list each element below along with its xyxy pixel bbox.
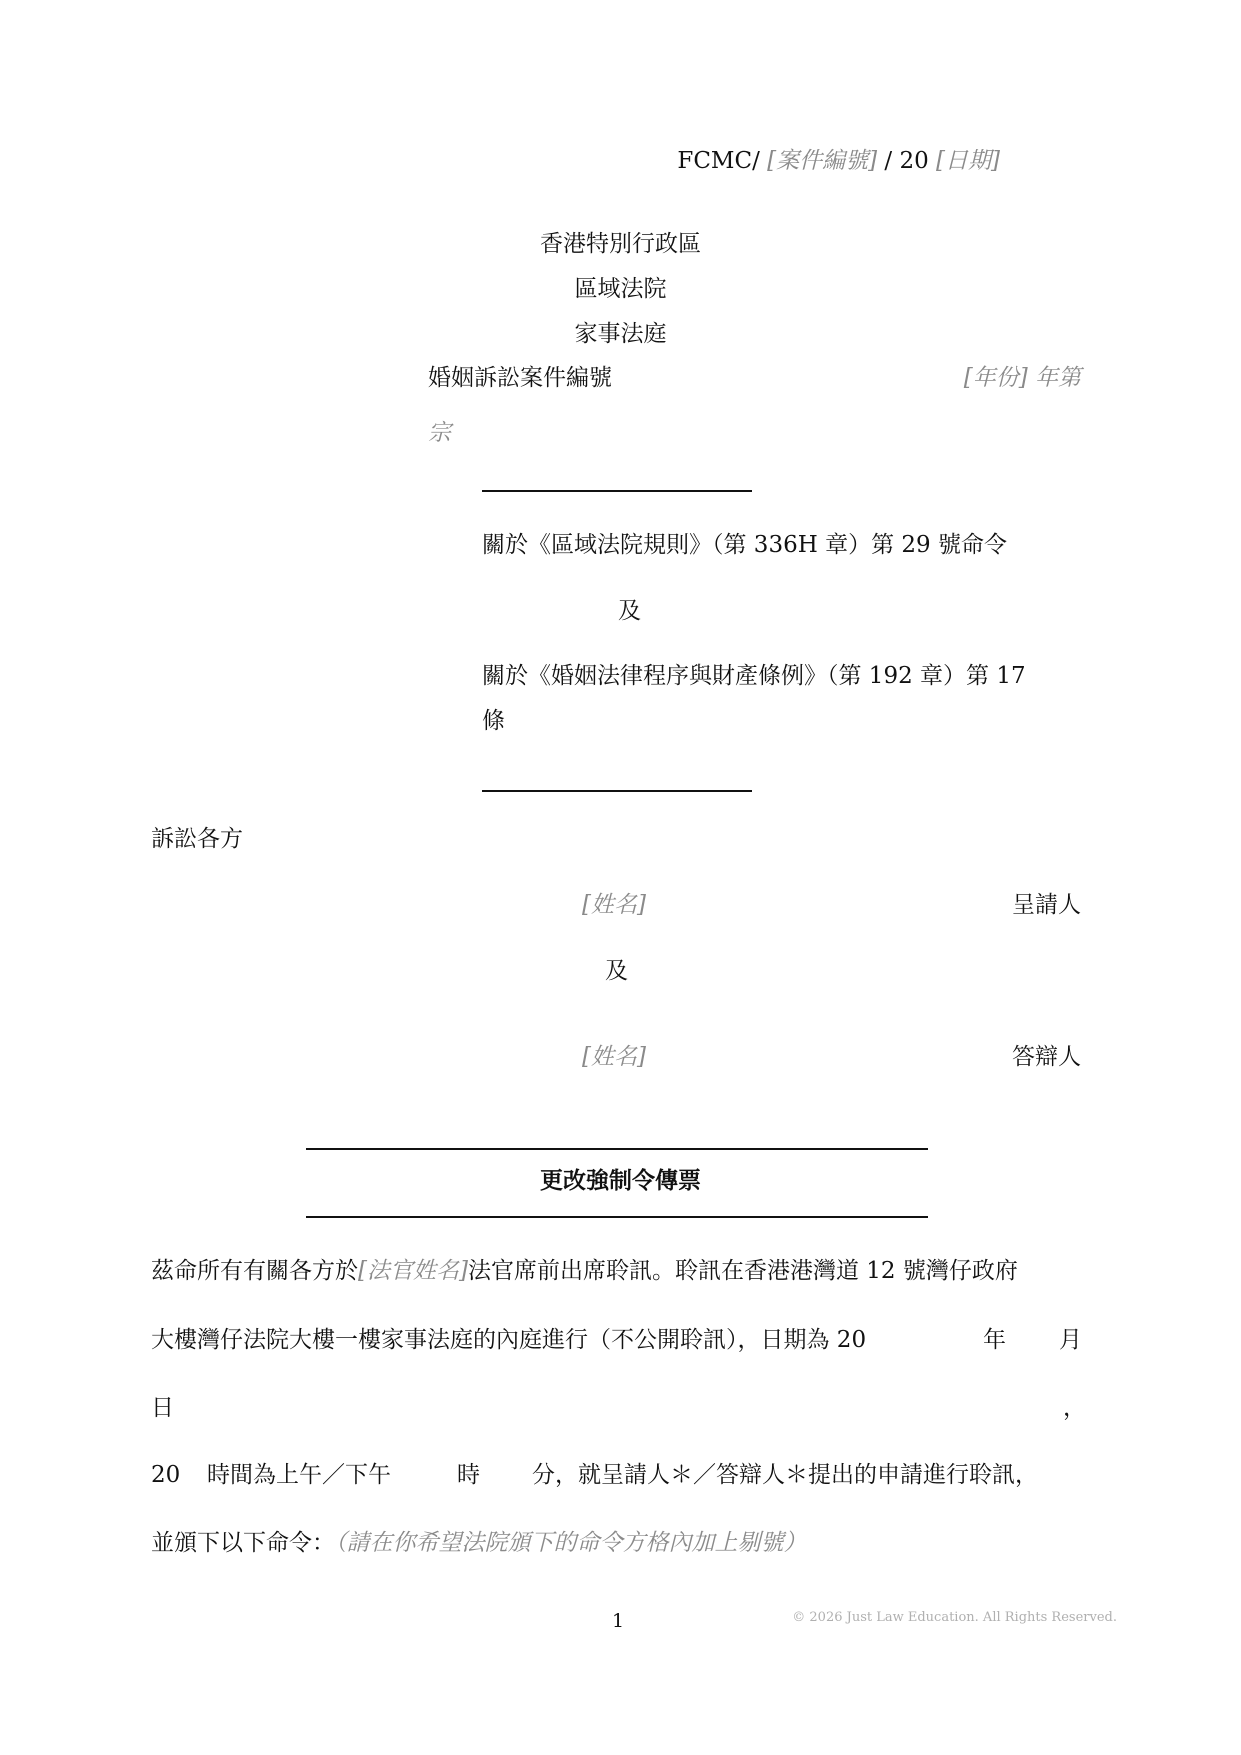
year-placeholder: [年份] [963, 365, 1028, 391]
court-region: 香港特別行政區 [540, 231, 701, 257]
body-line-1 [151, 1256, 1018, 1286]
divider-rule [482, 790, 752, 792]
hour-label: 時 [457, 1462, 480, 1488]
case-ref-year: / 20 [884, 148, 929, 174]
year-label: 年 [983, 1327, 1006, 1353]
case-number-year [964, 363, 1081, 393]
divider-rule [482, 490, 752, 492]
date-placeholder: [日期] [936, 148, 1000, 174]
title-rule-bottom [306, 1216, 928, 1218]
respondent-role: 答辯人 [1012, 1044, 1081, 1070]
parties-heading: 訴訟各方 [151, 826, 243, 852]
petitioner-name: [姓名] [582, 892, 646, 918]
court-name: 區域法院 [574, 276, 667, 302]
month-label: 月 [1059, 1327, 1082, 1353]
respondent-name: [姓名] [582, 1044, 646, 1070]
page-number: 1 [612, 1610, 625, 1632]
title-rule-top [306, 1148, 928, 1150]
copyright-notice: © 2026 Just Law Education. All Rights Reserved. [792, 1610, 1117, 1625]
case-number-suffix-cont: 宗 [428, 420, 451, 446]
body-text: 茲命所有有關各方於 [151, 1258, 358, 1284]
time-label: 時間為上午／下午 [207, 1462, 391, 1488]
body-text: 法官席前出席聆訊。聆訊在香港港灣道 12 號灣仔政府 [467, 1258, 1018, 1284]
matter-line-1: 關於《區域法院規則》（第 336H 章）第 29 號命令 [482, 532, 1007, 558]
court-division: 家事法庭 [574, 321, 667, 347]
body-text: 並頒下以下命令： [151, 1530, 335, 1556]
instruction-note: （請在你希望法院頒下的命令方格內加上剔號） [335, 1530, 807, 1556]
matter-line-2-cont: 條 [482, 708, 505, 734]
case-reference [677, 146, 1000, 176]
case-number-placeholder: [案件編號] [767, 148, 878, 174]
body-line-2: 大樓灣仔法院大樓一樓家事法庭的內庭進行（不公開聆訊），日期為 20 [151, 1327, 867, 1353]
judge-name-placeholder: [法官姓名] [358, 1258, 468, 1284]
body-comma: ， [1063, 1395, 1086, 1421]
petitioner-role: 呈請人 [1012, 892, 1081, 918]
body-line-4-prefix: 20 [151, 1462, 181, 1488]
case-ref-prefix: FCMC/ [677, 148, 760, 174]
case-number-label: 婚姻訴訟案件編號 [428, 365, 612, 391]
matter-and: 及 [618, 598, 641, 624]
document-title: 更改強制令傳票 [540, 1167, 701, 1194]
case-number-suffix: 年第 [1035, 365, 1081, 391]
body-line-5 [151, 1528, 807, 1558]
parties-and: 及 [605, 958, 628, 984]
day-label: 日 [151, 1395, 174, 1421]
matter-line-2: 關於《婚姻法律程序與財產條例》（第 192 章）第 17 [482, 663, 1026, 689]
body-line-4: 分，就呈請人＊／答辯人＊提出的申請進行聆訊， [532, 1462, 1038, 1488]
